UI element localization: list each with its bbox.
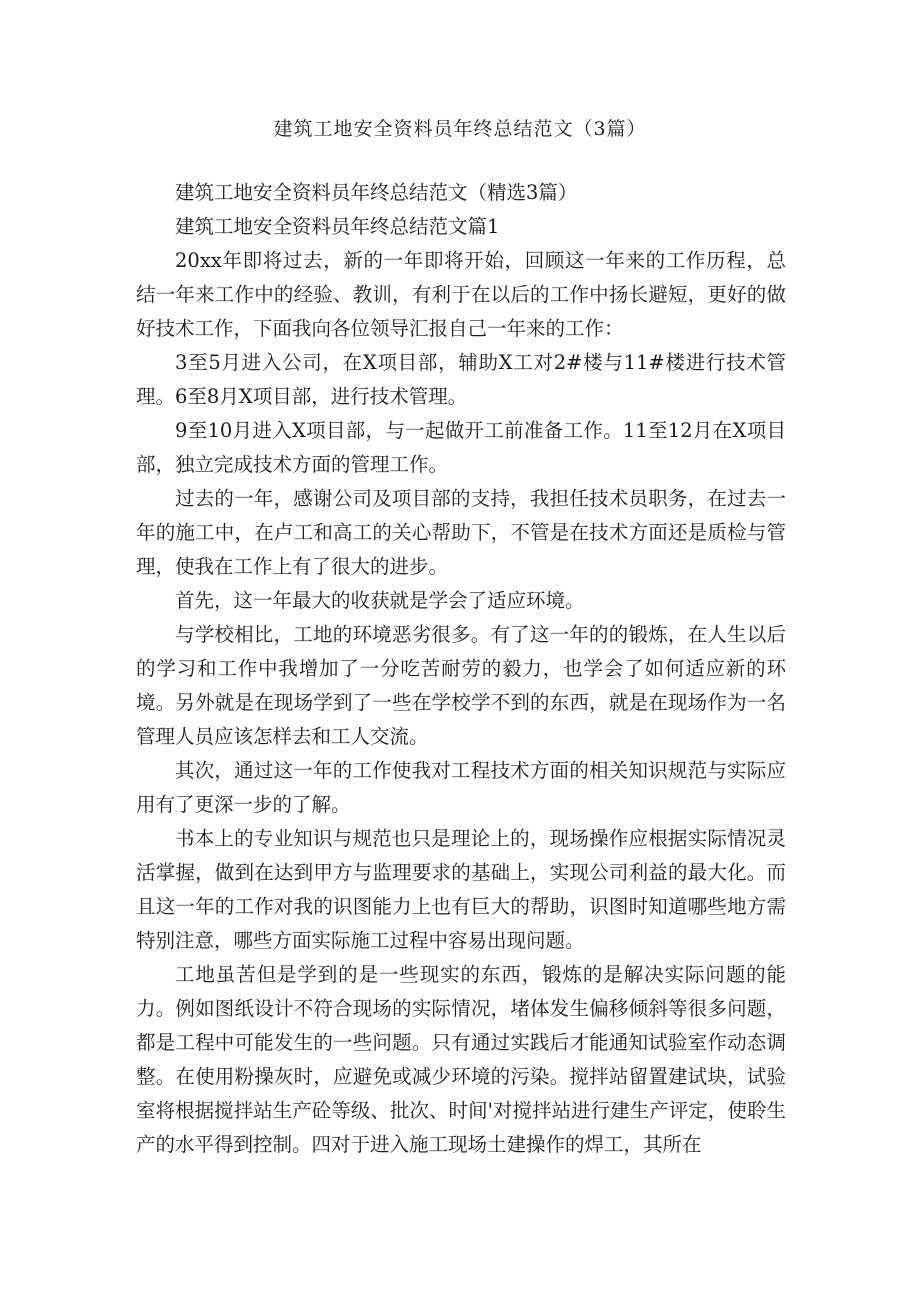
body-paragraph: 过去的一年，感谢公司及项目部的支持，我担任技术员职务，在过去一年的施工中，在卢工和高工的关心帮助下，不管是在技术方面还是质检与管理，使我在工作上有了很大的进步。 [136,487,786,578]
document-body [136,176,786,1162]
body-paragraph: 书本上的专业知识与规范也只是理论上的，现场操作应根据实际情况灵活掌握，做到在达到甲方与监理要求的基础上，实现公司利益的最大化。而且这一年的工作对我的识图能力上也有巨大的帮助，识图时知道哪些地方需特别注意，哪些方面实际施工过程中容易出现问题。 [136,827,786,952]
body-paragraph: 工地虽苦但是学到的是一些现实的东西，锻炼的是解决实际问题的能力。例如图纸设计不符合现场的实际情况，堵体发生偏移倾斜等很多问题，都是工程中可能发生的一些问题。只有通过实践后才能通知试验室作动态调整。在使用粉操灰时，应避免或减少环境的污染。搅拌站留置建试块，试验室将根据搅拌站生产砼等级、批次、时间'对搅拌站进行建生产评定，使聆生产的水平得到控制。四对于进入施工现场土建操作的焊工，其所在 [136,963,786,1156]
body-paragraph: 首先，这一年最大的收获就是学会了适应环境。 [175,589,585,612]
document-title: 建筑工地安全资料员年终总结范文（3篇） [273,118,647,140]
body-paragraph: 9至10月进入X项目部，与一起做开工前准备工作。11至12月在X项目部，独立完成技术方面的管理工作。 [136,419,786,476]
subtitle-paragraph: 建筑工地安全资料员年终总结范文（精选3篇） [175,181,578,204]
section-heading: 建筑工地安全资料员年终总结范文篇1 [175,215,500,238]
body-paragraph: 3至5月进入公司，在X项目部，辅助X工对2#楼与11#楼进行技术管理。6至8月X项目部，进行技术管理。 [136,351,786,408]
body-paragraph: 其次，通过这一年的工作使我对工程技术方面的相关知识规范与实际应用有了更深一步的了解。 [136,759,786,816]
body-paragraph: 20xx年即将过去，新的一年即将开始，回顾这一年来的工作历程，总结一年来工作中的经验、教训，有利于在以后的工作中扬长避短，更好的做好技术工作，下面我向各位领导汇报自己一年来的工作： [136,249,786,340]
body-paragraph: 与学校相比，工地的环境恶劣很多。有了这一年的的锻炼，在人生以后的学习和工作中我增加了一分吃苦耐劳的毅力，也学会了如何适应新的环境。另外就是在现场学到了一些在学校学不到的东西，就是在现场作为一名管理人员应该怎样去和工人交流。 [136,623,786,748]
